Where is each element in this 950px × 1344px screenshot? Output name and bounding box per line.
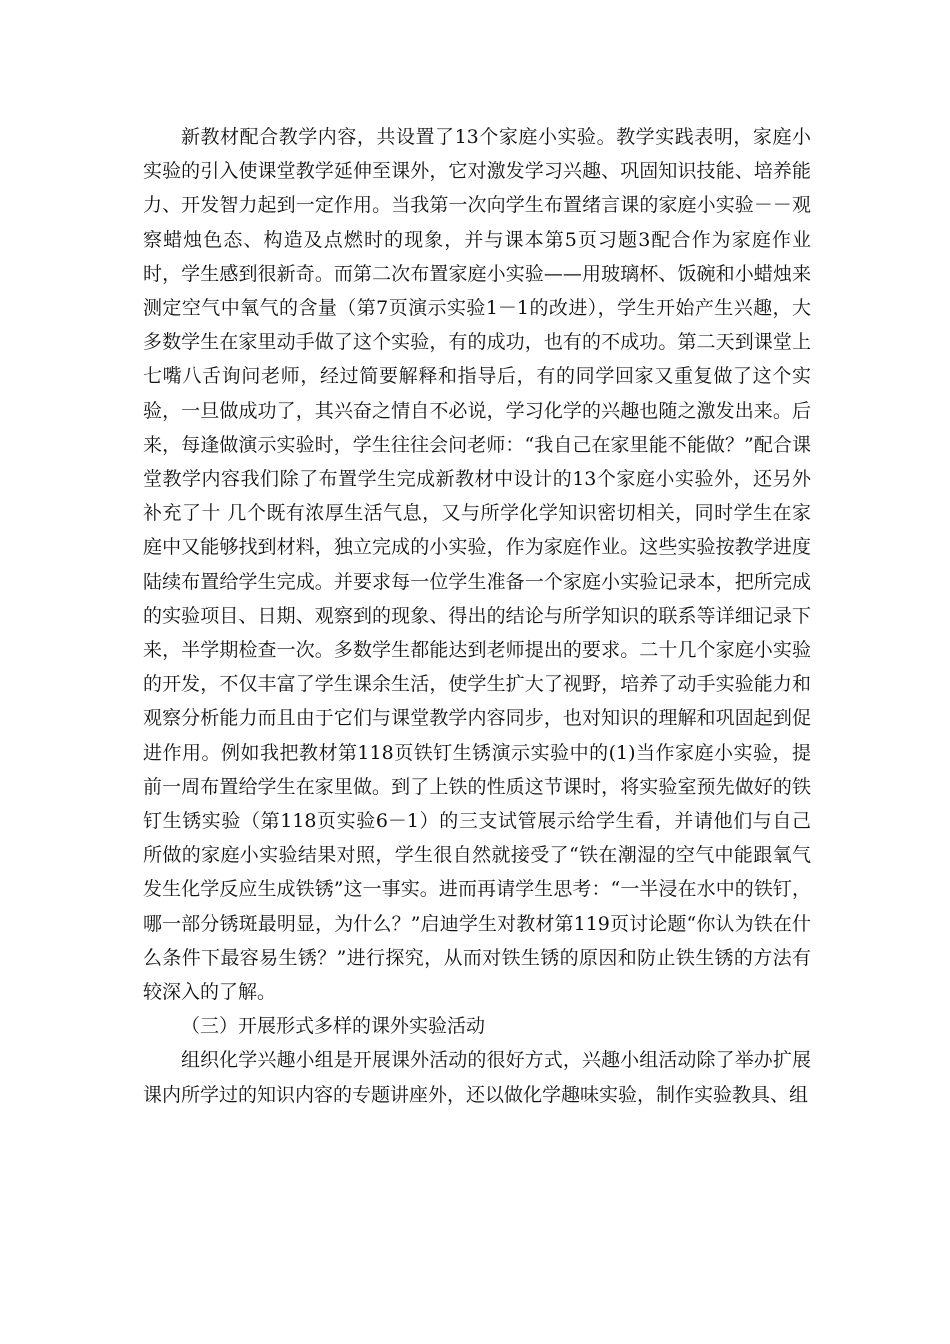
body-paragraph-1: 新教材配合教学内容，共设置了13个家庭小实验。教学实践表明，家庭小实验的引入使课堂教学延伸至课外，它对激发学习兴趣、巩固知识技能、培养能力、开发智力起到一定作用。当我第一次向学生布置绪言课的家庭小实验－－观察蜡烛色态、构造及点燃时的现象，并与课本第5页习题3配合作为家庭作业时，学生感到很新奇。而第二次布置家庭小实验——用玻璃杯、饭碗和小蜡烛来测定空气中氧气的含量（第7页演示实验1－1的改进），学生开始产生兴趣，大多数学生在家里动手做了这个实验，有的成功，也有的不成功。第二天到课堂上七嘴八舌询问老师，经过简要解释和指导后，有的同学回家又重复做了这个实验，一旦做成功了，其兴奋之情自不必说，学习化学的兴趣也随之激发出来。后来，每逢做演示实验时，学生往往会问老师：“我自己在家里能不能做？”配合课堂教学内容我们除了布置学生完成新教材中设计的13个家庭小实验外，还另外补充了十 几个既有浓厚生活气息，又与所学化学知识密切相关，同时学生在家庭中又能够找到材料，独立完成的小实验，作为家庭作业。这些实验按教学进度陆续布置给学生完成。并要求每一位学生准备一个家庭小实验记录本，把所完成的实验项目、日期、观察到的现象、得出的结论与所学知识的联系等详细记录下来，半学期检查一次。多数学生都能达到老师提出的要求。二十几个家庭小实验的开发，不仅丰富了学生课余生活，使学生扩大了视野，培养了动手实验能力和观察分析能力而且由于它们与课堂教学内容同步，也对知识的理解和巩固起到促进作用。例如我把教材第118页铁钉生锈演示实验中的(1)当作家庭小实验，提前一周布置给学生在家里做。到了上铁的性质这节课时，将实验室预先做好的铁钉生锈实验（第118页实验6－1）的三支试管展示给学生看，并请他们与自己所做的家庭小实验结果对照，学生很自然就接受了“铁在潮湿的空气中能跟氧气发生化学反应生成铁锈”这一事实。进而再请学生思考：“一半浸在水中的铁钉，哪一部分锈斑最明显，为什么？”启迪学生对教材第119页讨论题“你认为铁在什么条件下最容易生锈？”进行探究，从而对铁生锈的原因和防止铁生锈的方法有较深入的了解。: [143, 126, 811, 1004]
section-heading: （三）开展形式多样的课外实验活动: [181, 1015, 486, 1038]
document-body: [143, 120, 811, 1112]
body-paragraph-2: 组织化学兴趣小组是开展课外活动的很好方式，兴趣小组活动除了举办扩展课内所学过的知识内容的专题讲座外，还以做化学趣味实验，制作实验教具、组: [143, 1049, 811, 1106]
